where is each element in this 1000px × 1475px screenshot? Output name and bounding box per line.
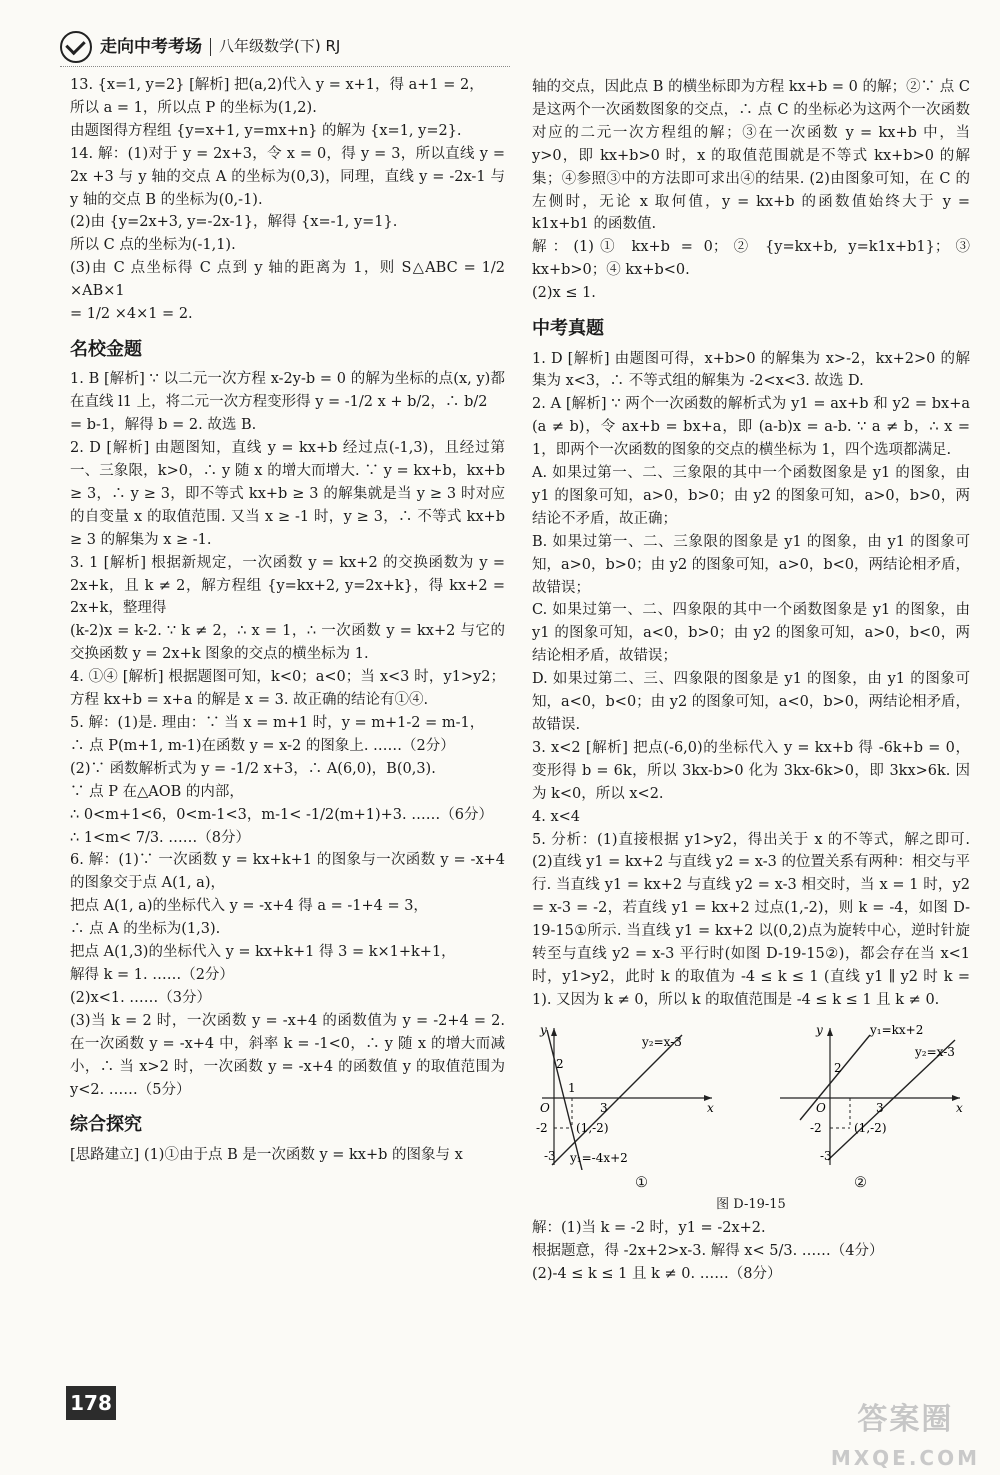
- tick-minus-2: -2: [810, 1120, 822, 1135]
- left-column: [70, 74, 505, 1167]
- zk-answer-5-sol1: 解：(1)当 k = -2 时，y1 = -2x+2.: [532, 1220, 766, 1237]
- tick-1: 1: [568, 1080, 576, 1095]
- mx-answer-5-line6: ∴ 1<m< 7/3. ……（8分）: [70, 829, 250, 846]
- label-origin: O: [816, 1100, 826, 1115]
- label-y2: y₂=x-3: [642, 1034, 682, 1049]
- watermark-url: MXQE.COM: [830, 1446, 980, 1471]
- book-subtitle: 八年级数学(下) RJ: [219, 37, 341, 56]
- y-axis-arrow: [551, 1028, 557, 1036]
- label-x: x: [707, 1100, 714, 1115]
- mx-answer-6-part2: (2)x<1. ……（3分）: [70, 989, 212, 1006]
- mx-answer-6-part1: 6. 解：(1)∵ 一次函数 y = kx+k+1 的图象与一次函数 y = -x+4 的图象交于点 A(1, a)，: [70, 852, 505, 892]
- page-number: 178: [66, 1386, 116, 1420]
- mx-answer-6-line4: 把点 A(1,3)的坐标代入 y = kx+k+1 得 3 = k×1+k+1，: [70, 944, 456, 961]
- zonghe-continued: 轴的交点，因此点 B 的横坐标即为方程 kx+b = 0 的解；②∵ 点 C 是这两个一次函数图象的交点，∴ 点 C 的坐标必为这两个一次函数对应的二元一次方程组的解；③在一次函数 y = kx+b 中，当 y>0，即 kx+b>0 时，x 的取值范围就是不等式 kx+b>0 的解集；④参照③中的方法即可求出④的结果. (2)由图象可知，在 C 的左侧时，无论 x 取何值，y = kx+b 的函数值始终大于 y = k1x+b1 的函数值.: [532, 79, 970, 233]
- y-axis-arrow: [827, 1028, 833, 1036]
- mx-answer-5-line4: ∵ 点 P 在△AOB 的内部，: [70, 783, 244, 800]
- answer-14-part1: 14. 解：(1)对于 y = 2x+3，令 x = 0，得 y = 3，所以直线 y = 2x +3 与 y 轴的交点 A 的坐标为(0,3)，同理，直线 y = -2x-1 与 y 轴的交点 B 的坐标为(0,-1).: [70, 145, 505, 208]
- zk-answer-2-option-b: B. 如果过第一、二、三象限的图象是 y1 的图象，由 y1 的图象可知，a>0，b>0；由 y2 的图象可知，a>0，b<0，两结论相矛盾，故错误；: [532, 533, 970, 596]
- mx-answer-6-line3: ∴ 点 A 的坐标为(1,3).: [70, 921, 221, 938]
- graph-1: [532, 1020, 722, 1170]
- zk-answer-5-sol3: (2)-4 ≤ k ≤ 1 且 k ≠ 0. ……（8分）: [532, 1266, 782, 1283]
- mx-answer-3-end: (k-2)x = k-2. ∵ k ≠ 2，∴ x = 1，∴ 一次函数 y = kx+2 与它的交换函数 y = 2x+k 图象的交点的横坐标为 1.: [70, 623, 505, 663]
- answer-13-line1: 13. {x=1, y=2} [解析] 把(a,2)代入 y = x+1，得 a+1 = 2，: [70, 77, 484, 93]
- right-column: [532, 76, 970, 1286]
- answer-14-area: = 1/2 ×4×1 = 2.: [70, 306, 193, 323]
- answer-13-line2: 所以 a = 1，所以点 P 的坐标为(1,2).: [70, 99, 317, 116]
- mx-answer-6-line2: 把点 A(1, a)的坐标代入 y = -x+4 得 a = -1+4 = 3，: [70, 898, 428, 915]
- zonghe-solution-1: 解：(1)① kx+b = 0；② {y=kx+b, y=k1x+b1}；③ kx+b>0；④ kx+b<0.: [532, 239, 970, 279]
- label-y: y: [540, 1022, 547, 1037]
- tick-2: 2: [556, 1056, 564, 1071]
- answer-14-point-c: 所以 C 点的坐标为(-1,1).: [70, 237, 236, 254]
- header-rule: [60, 66, 510, 67]
- tick-3: 3: [600, 1100, 608, 1115]
- mx-answer-6-line5: 解得 k = 1. ……（2分）: [70, 966, 234, 983]
- subcaption-1: ①: [635, 1174, 648, 1191]
- figure-caption: 图 D-19-15: [716, 1196, 786, 1212]
- figure-d-19-15: [532, 1020, 970, 1170]
- answer-14-part3: (3)由 C 点坐标得 C 点到 y 轴的距离为 1，则 S△ABC = 1/2 ×AB×1: [70, 260, 505, 300]
- mx-answer-4: 4. ①④ [解析] 根据题图可知，k<0；a<0；当 x<3 时，y1>y2；方程 kx+b = x+a 的解是 x = 3. 故正确的结论有①④.: [70, 669, 505, 709]
- label-y2: y₂=x-3: [915, 1044, 955, 1059]
- label-origin: O: [540, 1100, 550, 1115]
- tick-minus-2: -2: [536, 1120, 548, 1135]
- mx-answer-5-line2: ∴ 点 P(m+1, m-1)在函数 y = x-2 的图象上. ……（2分）: [70, 737, 455, 754]
- answer-14-part2: (2)由 {y=2x+3, y=-2x-1}，解得 {x=-1, y=1}.: [70, 214, 398, 231]
- zk-answer-2-option-a: A. 如果过第一、二、三象限的其中一个函数图象是 y1 的图象，由 y1 的图象可知，a>0，b>0；由 y2 的图象可知，a>0，b>0，两结论不矛盾，故正确；: [532, 465, 970, 527]
- label-y1: y₁=-4x+2: [570, 1150, 628, 1165]
- tick-3: 3: [876, 1100, 884, 1115]
- subcaption-2: ②: [854, 1174, 867, 1191]
- mx-answer-5-part1: 5. 解：(1)是. 理由：∵ 当 x = m+1 时，y = m+1-2 = m-1，: [70, 715, 485, 731]
- section-title-mingxiao: 名校金题: [70, 338, 142, 360]
- graph-2: [770, 1020, 970, 1170]
- tick-minus-3: -3: [820, 1148, 832, 1163]
- tick-2: 2: [834, 1060, 842, 1075]
- zk-answer-2-option-d: D. 如果过第二、三、四象限的图象是 y1 的图象，由 y1 的图象可知，a<0，b<0；由 y2 的图象可知，a<0，b>0，两结论相矛盾，故错误.: [532, 671, 970, 733]
- label-point: (1,-2): [854, 1120, 887, 1135]
- mx-answer-5-line5: ∴ 0<m+1<6，0<m-1<3，m-1< -1/2(m+1)+3. ……（6分）: [70, 806, 493, 823]
- mx-answer-6-part3: (3)当 k = 2 时，一次函数 y = -x+4 的函数值为 y = -2+4 = 2. 在一次函数 y = -x+4 中，斜率 k = -1<0，∴ y 随 x 的增大而减小，∴ 当 x>2 时，一次函数 y = -x+4 的函数值 y 的取值范围为 y<2. ……（5分）: [70, 1012, 505, 1098]
- label-y: y: [816, 1022, 823, 1037]
- label-y1: y₁=kx+2: [870, 1022, 924, 1037]
- watermark-logo: 答案圈: [857, 1402, 954, 1437]
- book-title: 走向中考考场: [100, 36, 202, 57]
- figure-subcaptions: [532, 1172, 970, 1195]
- label-x: x: [956, 1100, 963, 1115]
- section-title-zonghe: 综合探究: [70, 1114, 142, 1136]
- section-title-zhongkao: 中考真题: [532, 318, 604, 340]
- zonghe-start: [思路建立] (1)①由于点 B 是一次函数 y = kx+b 的图象与 x: [70, 1146, 463, 1163]
- logo-icon: [60, 31, 92, 63]
- zk-answer-4: 4. x<4: [532, 808, 580, 825]
- zk-answer-2: 2. A [解析] ∵ 两个一次函数的解析式为 y1 = ax+b 和 y2 = bx+a (a ≠ b)，令 ax+b = bx+a，即 (a-b)x = a-b. ∵ a ≠ b，∴ x = 1，即两个一次函数的图象的交点的横坐标为 1，四个选项都满足.: [532, 396, 970, 459]
- zk-answer-3: 3. x<2 [解析] 把点(-6,0)的坐标代入 y = kx+b 得 -6k+b = 0，变形得 b = 6k，所以 3kx-b>0 化为 3kx-6k>0，即 3kx>6k. 因为 k<0，所以 x<2.: [532, 739, 970, 802]
- mx-answer-3: 3. 1 [解析] 根据新规定，一次函数 y = kx+2 的交换函数为 y = 2x+k，且 k ≠ 2，解方程组 {y=kx+2, y=2x+k}，得 kx+2 = 2x+k，整理得: [70, 554, 505, 617]
- mx-answer-1-end: = b-1，解得 b = 2. 故选 B.: [70, 417, 257, 434]
- zonghe-solution-2: (2)x ≤ 1.: [532, 285, 596, 302]
- zk-answer-5-sol2: 根据题意，得 -2x+2>x-3. 解得 x< 5/3. ……（4分）: [532, 1243, 884, 1260]
- zk-answer-2-option-c: C. 如果过第一、二、四象限的其中一个函数图象是 y1 的图象，由 y1 的图象可知，a<0，b>0；由 y2 的图象可知，a>0，b<0，两结论相矛盾，故错误；: [532, 602, 970, 665]
- mx-answer-5-part2: (2)∵ 函数解析式为 y = -1/2 x+3，∴ A(6,0)，B(0,3).: [70, 760, 436, 777]
- page-header: [60, 30, 340, 64]
- header-divider: [210, 38, 211, 56]
- label-point: (1,-2): [576, 1120, 609, 1135]
- tick-minus-3: -3: [544, 1148, 556, 1163]
- zk-answer-5-analysis: 5. 分析：(1)直接根据 y1>y2，得出关于 x 的不等式，解之即可. (2)直线 y1 = kx+2 与直线 y2 = x-3 的位置关系有两种：相交与平行. 当直线 y1 = kx+2 与直线 y2 = x-3 相交时，当 x = 1 时，y2 = x-3 = -2，若直线 y1 = kx+2 过点(1,-2)，则 k = -4，如图 D-19-15①所示. 当直线 y1 = kx+2 以(0,2)点为旋转中心，逆时针旋转至与直线 y2 = x-3 平行时(如图 D-19-15②)，都会存在当 x<1 时，y1>y2，此时 k 的取值为 -4 ≤ k ≤ 1 (直线 y1 ∥ y2 时 k = 1). 又因为 k ≠ 0，所以 k 的取值范围是 -4 ≤ k ≤ 1 且 k ≠ 0.: [532, 831, 970, 1008]
- zk-answer-1: 1. D [解析] 由题图可得，x+b>0 的解集为 x>-2，kx+2>0 的解集为 x<3，∴ 不等式组的解集为 -2<x<3. 故选 D.: [532, 350, 970, 390]
- watermark: [831, 1396, 980, 1475]
- mx-answer-1: 1. B [解析] ∵ 以二元一次方程 x-2y-b = 0 的解为坐标的点(x, y)都在直线 l1 上，将二元一次方程变形得 y = -1/2 x + b/2，∴ b/2: [70, 371, 505, 411]
- mx-answer-2: 2. D [解析] 由题图知，直线 y = kx+b 经过点(-1,3)，且经过第一、三象限，k>0，∴ y 随 x 的增大而增大. ∵ y = kx+b，kx+b ≥ 3，∴ y ≥ 3，即不等式 kx+b ≥ 3 的解集就是当 y ≥ 3 时对应的自变量 x 的取值范围. 又当 x ≥ -1 时，y ≥ 3，∴ 不等式 kx+b ≥ 3 的解集为 x ≥ -1.: [70, 440, 505, 548]
- line-y1: [800, 1035, 870, 1120]
- answer-13-line3: 由题图得方程组 {y=x+1, y=mx+n} 的解为 {x=1, y=2}.: [70, 122, 462, 139]
